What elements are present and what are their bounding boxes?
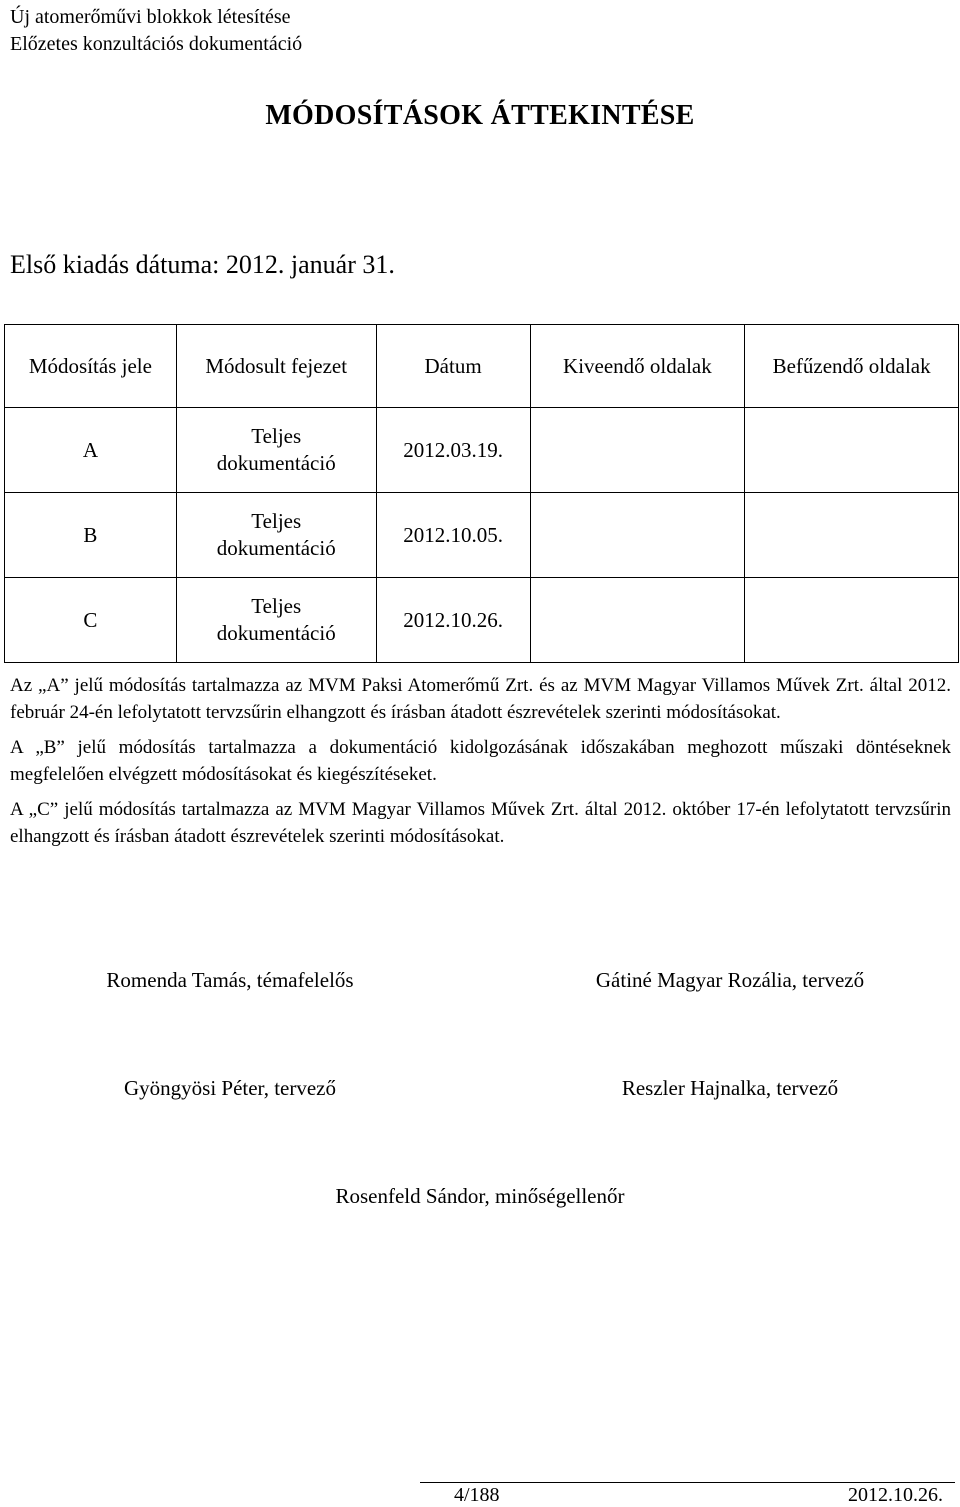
header-document-type: Előzetes konzultációs dokumentáció — [10, 33, 303, 55]
modification-descriptions — [10, 672, 951, 858]
column-header: Kiveendő oldalak — [530, 325, 745, 408]
document-header — [10, 4, 302, 58]
page-title: MÓDOSÍTÁSOK ÁTTEKINTÉSE — [265, 100, 695, 131]
table-row — [5, 493, 959, 578]
column-header: Módosítás jele — [5, 325, 177, 408]
chapter-line: dokumentáció — [216, 536, 336, 560]
pages-to-insert — [745, 493, 959, 578]
pages-to-remove — [530, 493, 745, 578]
modification-date: 2012.10.05. — [376, 493, 530, 578]
modified-chapter — [176, 408, 376, 493]
chapter-line: dokumentáció — [216, 451, 336, 475]
footer-divider — [420, 1482, 955, 1483]
pages-to-insert — [745, 408, 959, 493]
chapter-line: dokumentáció — [216, 621, 336, 645]
modification-mark: B — [5, 493, 177, 578]
modification-b-description: A „B” jelű módosítás tartalmazza a dokumentáció kidolgozásának időszakában meghozott műszaki döntéseknek megfelelően elvégzett módosításokat és kiegészítéseket. — [10, 737, 951, 785]
header-project-title: Új atomerőművi blokkok létesítése — [10, 6, 291, 28]
modification-a-description: Az „A” jelű módosítás tartalmazza az MVM Paksi Atomerőmű Zrt. és az MVM Magyar Villamos Művek Zrt. által 2012. február 24-én lefolytatott tervzsűrin elhangzott és írásban átadott észrevételek szerinti módosításokat. — [10, 675, 951, 723]
pages-to-insert — [745, 578, 959, 663]
signatory-quality-controller: Rosenfeld Sándor, minőségellenőr — [335, 1184, 625, 1208]
modified-chapter — [176, 578, 376, 663]
modification-c-description: A „C” jelű módosítás tartalmazza az MVM Magyar Villamos Művek Zrt. által 2012. október 17-én lefolytatott tervzsűrin elhangzott és írásban átadott észrevételek szerinti módosításokat. — [10, 799, 951, 847]
footer-date: 2012.10.26. — [848, 1484, 943, 1506]
table-row — [5, 408, 959, 493]
modification-date: 2012.10.26. — [376, 578, 530, 663]
chapter-line: Teljes — [251, 424, 302, 448]
column-header: Dátum — [376, 325, 530, 408]
pages-to-remove — [530, 578, 745, 663]
signatory-designer: Gyöngyösi Péter, tervező — [123, 1076, 337, 1100]
table-row — [5, 578, 959, 663]
modification-date: 2012.03.19. — [376, 408, 530, 493]
chapter-line: Teljes — [251, 594, 302, 618]
column-header: Befűzendő oldalak — [745, 325, 959, 408]
modified-chapter — [176, 493, 376, 578]
modification-mark: A — [5, 408, 177, 493]
signatory-designer: Gátiné Magyar Rozália, tervező — [595, 968, 865, 992]
column-header: Módosult fejezet — [176, 325, 376, 408]
signatory-designer: Reszler Hajnalka, tervező — [621, 1076, 839, 1100]
modification-mark: C — [5, 578, 177, 663]
pages-to-remove — [530, 408, 745, 493]
page-number: 4/188 — [454, 1484, 500, 1506]
chapter-line: Teljes — [251, 509, 302, 533]
signatory-topic-manager: Romenda Tamás, témafelelős — [106, 968, 354, 992]
table-header-row — [5, 325, 959, 408]
modifications-table — [4, 324, 959, 663]
first-issue-date: Első kiadás dátuma: 2012. január 31. — [10, 250, 395, 279]
